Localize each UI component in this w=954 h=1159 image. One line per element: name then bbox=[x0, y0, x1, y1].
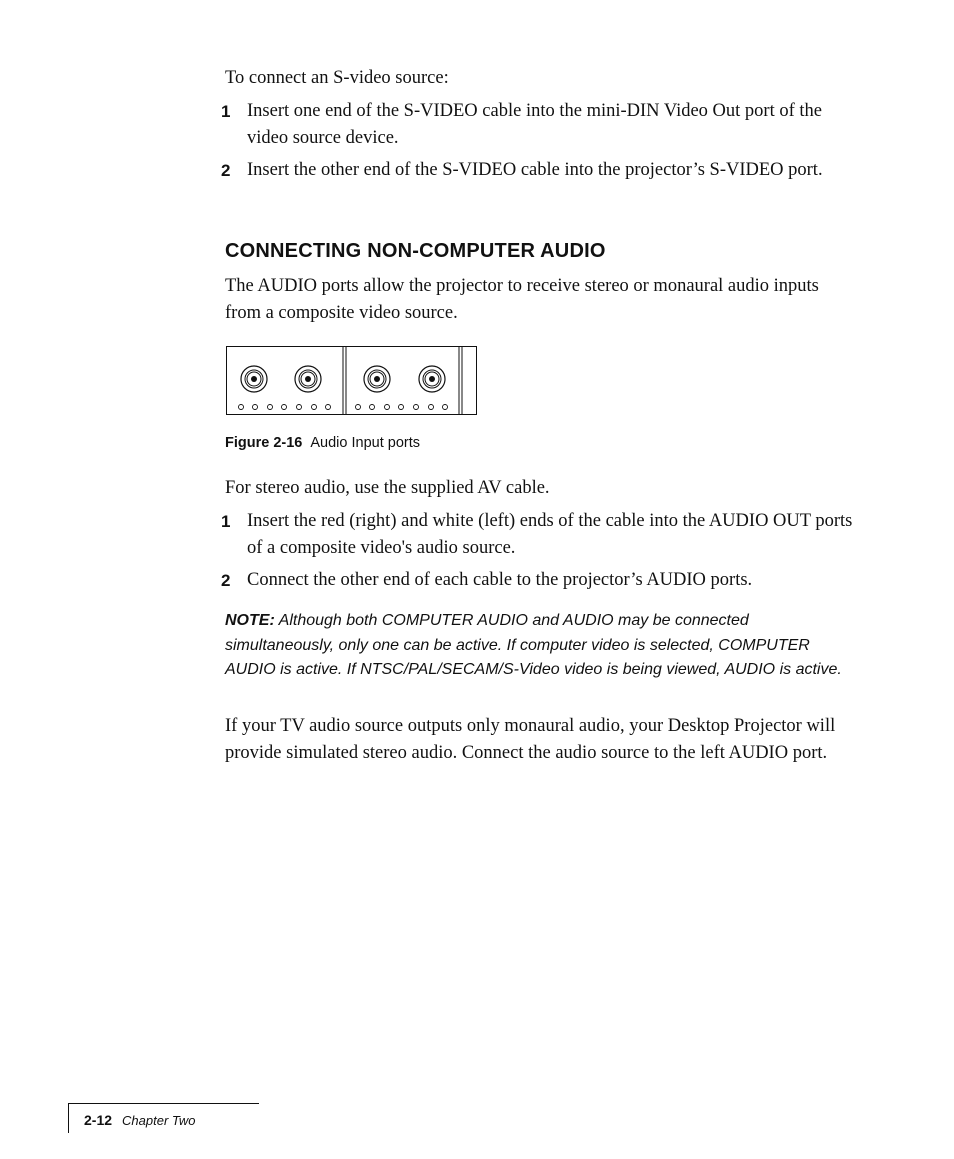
chapter-label: Chapter Two bbox=[122, 1113, 196, 1128]
step-text: Insert the other end of the S-VIDEO cable into the projector’s S-VIDEO port. bbox=[247, 160, 823, 180]
list-item bbox=[221, 567, 861, 594]
page-footer bbox=[84, 1112, 196, 1128]
note bbox=[225, 609, 845, 683]
figure-caption bbox=[225, 435, 420, 451]
jack-1 bbox=[241, 366, 267, 392]
step-number: 1 bbox=[221, 512, 231, 531]
step-text: Insert one end of the S-VIDEO cable into the mini-DIN Video Out port of the video source device. bbox=[247, 101, 822, 148]
jack-3 bbox=[364, 366, 390, 392]
step-text: Insert the red (right) and white (left) ends of the cable into the AUDIO OUT ports of a composite video's audio source. bbox=[247, 511, 853, 558]
step-number: 1 bbox=[221, 102, 231, 121]
section-paragraph: The AUDIO ports allow the projector to receive stereo or monaural audio inputs from a composite video source. bbox=[225, 276, 819, 323]
jack-2 bbox=[295, 366, 321, 392]
step-text: Connect the other end of each cable to the projector’s AUDIO ports. bbox=[247, 570, 753, 590]
figure-caption-text: Audio Input ports bbox=[310, 435, 420, 451]
jack-4 bbox=[419, 366, 445, 392]
list-item bbox=[221, 157, 861, 211]
intro-text: To connect an S-video source: bbox=[225, 68, 449, 88]
page-number: 2-12 bbox=[84, 1112, 113, 1128]
note-label: NOTE: bbox=[225, 612, 275, 629]
step-number: 2 bbox=[221, 161, 231, 180]
footer-rule bbox=[68, 1103, 259, 1104]
figure-number: Figure 2-16 bbox=[225, 435, 303, 451]
note-text: Although both COMPUTER AUDIO and AUDIO may be connected simultaneously, only one can be active. If computer video is selected, COMPUTER AUDIO is active. If NTSC/PAL/SECAM/S-Video video is being viewed, AUDIO is active. bbox=[225, 612, 842, 678]
section-heading: CONNECTING NON-COMPUTER AUDIO bbox=[225, 240, 606, 262]
audio-ports-illustration bbox=[226, 346, 478, 416]
list-item bbox=[221, 508, 861, 562]
step-number: 2 bbox=[221, 571, 231, 590]
list-item bbox=[221, 98, 861, 152]
stereo-intro: For stereo audio, use the supplied AV cable. bbox=[225, 478, 550, 498]
footer-rule-vertical bbox=[68, 1103, 69, 1133]
mono-paragraph: If your TV audio source outputs only monaural audio, your Desktop Projector will provide simulated stereo audio. Connect the audio source to the left AUDIO port. bbox=[225, 716, 836, 763]
